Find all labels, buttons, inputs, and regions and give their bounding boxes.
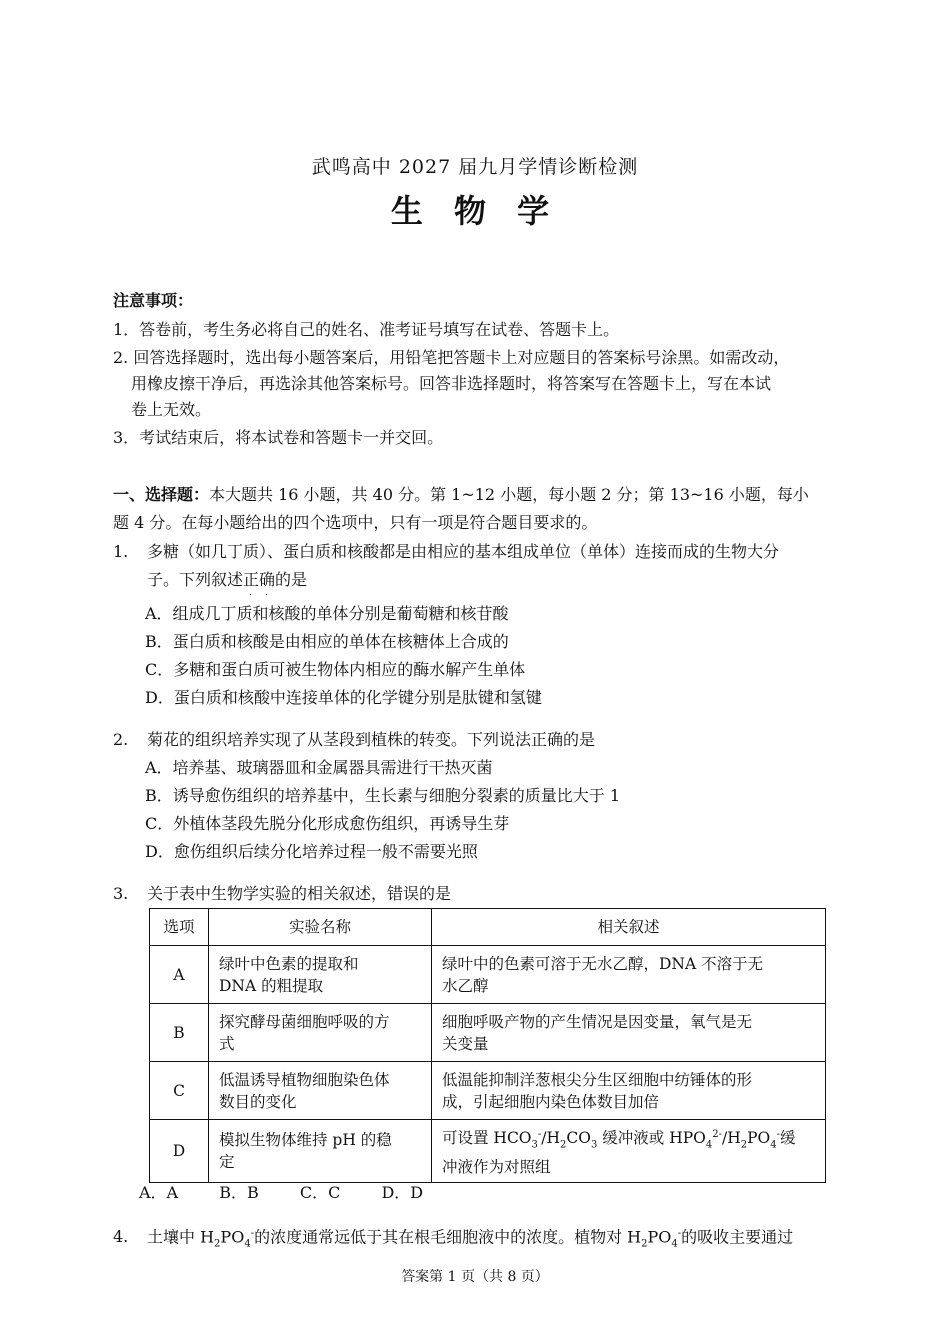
- stem-part: 的吸收主要通过: [681, 1227, 794, 1247]
- question-number: 3.: [113, 884, 129, 903]
- notes-heading: 注意事项：: [113, 291, 194, 310]
- emphasis-dot: ·: [265, 590, 269, 601]
- subject-title: 生 物 学: [390, 192, 560, 230]
- cell-text: /H: [722, 1129, 741, 1148]
- note-text: 2. 回答选择题时，选出每小题答案后，用铅笔把答题卡上对应题目的答案标号涂黑。如需改动，: [113, 348, 790, 367]
- cell-text: 式: [219, 1034, 235, 1053]
- cell-text: 绿叶中的色素可溶于无水乙醇，DNA 不溶于无: [442, 954, 764, 973]
- table-cell-option: D: [150, 1120, 209, 1183]
- emphasis-dot: ·: [249, 590, 253, 601]
- question-1: [113, 538, 873, 712]
- table-cell-option: C: [150, 1062, 209, 1120]
- option-d: D．愈伤组织后续分化培养过程一般不需要光照: [145, 842, 478, 861]
- table-cell-name: [209, 946, 432, 1004]
- question-stem: 多糖（如几丁质）、蛋白质和核酸都是由相应的基本组成单位（单体）连接而成的生物大分: [147, 542, 780, 561]
- notes-block: [113, 288, 873, 453]
- stem-part: 土壤中 H: [147, 1227, 215, 1247]
- cell-text: 绿叶中色素的提取和: [219, 954, 359, 973]
- stem-part: PO: [647, 1227, 672, 1247]
- cell-text: 定: [219, 1153, 235, 1172]
- cell-text: CO: [566, 1129, 591, 1148]
- section-label: 一、选择题：: [113, 485, 210, 504]
- table-row: [150, 1004, 826, 1062]
- table-cell-name: [209, 1120, 432, 1183]
- table-header: 实验名称: [209, 909, 432, 946]
- experiment-table: [149, 908, 826, 1183]
- table-header: 相关叙述: [432, 909, 826, 946]
- question-stem: 关于表中生物学实验的相关叙述，错误的是: [147, 884, 452, 903]
- note-item: [113, 425, 873, 451]
- cell-text: 探究酵母菌细胞呼吸的方: [219, 1012, 390, 1031]
- table-cell-option: A: [150, 946, 209, 1004]
- note-item: [113, 317, 873, 343]
- table-row: [150, 1062, 826, 1120]
- table-cell-option: B: [150, 1004, 209, 1062]
- table-row: [150, 1120, 826, 1183]
- question-number: 2.: [113, 730, 129, 749]
- question-4: 4. 土壤中 $H_2PO_4^-$的浓度通常远低于其在根毛细胞液中的浓度。植物对 $H_2PO_4^-$的吸收主要通过: [113, 1220, 873, 1259]
- option-c: C．外植体茎段先脱分化形成愈伤组织，再诱导生芽: [145, 814, 510, 833]
- note-text: 3．考试结束后，将本试卷和答题卡一并交回。: [113, 428, 444, 447]
- cell-text: 关变量: [442, 1034, 489, 1053]
- note-text-cont: 卷上无效。: [131, 400, 212, 419]
- cell-text: 模拟生物体维持 pH 的稳: [219, 1131, 392, 1150]
- cell-text: 细胞呼吸产物的产生情况是因变量，氧气是无: [442, 1012, 753, 1031]
- table-cell-name: [209, 1062, 432, 1120]
- cell-text: 缓冲液或 HPO: [597, 1129, 706, 1148]
- option-b: B．B: [219, 1183, 259, 1202]
- question-number: 1.: [113, 542, 129, 561]
- cell-text: 冲液作为对照组: [442, 1158, 551, 1177]
- option-d: D．D: [381, 1183, 424, 1202]
- option-a: A．组成几丁质和核酸的单体分别是葡萄糖和核苷酸: [145, 604, 509, 623]
- cell-text: 成，引起细胞内染色体数目加倍: [442, 1092, 660, 1111]
- question-2: [113, 726, 873, 866]
- option-b: B．诱导愈伤组织的培养基中，生长素与细胞分裂素的质量比大于 1: [145, 786, 621, 805]
- table-cell-desc: 可设置 $HCO_3^-/H_2CO_3$ 缓冲液或 $HPO_4^{2-}/H_2PO_4^-$缓 冲液作为对照组: [432, 1120, 826, 1183]
- note-item: [113, 345, 873, 423]
- table-cell-desc: [432, 1062, 826, 1120]
- option-d: D．蛋白质和核酸中连接单体的化学键分别是肽键和氢键: [145, 688, 542, 707]
- cell-text: DNA 的粗提取: [219, 976, 324, 995]
- cell-text: 可设置 HCO: [442, 1129, 532, 1148]
- cell-text: 数目的变化: [219, 1092, 297, 1111]
- question-3-options: [139, 1180, 459, 1203]
- question-3: [113, 880, 873, 908]
- section-text: 题 4 分。在每小题给出的四个选项中，只有一项是符合题目要求的。: [113, 513, 598, 532]
- table-header: 选项: [150, 909, 209, 946]
- cell-text: 缓: [780, 1129, 796, 1148]
- stem-part: 子。下列叙述: [147, 570, 244, 589]
- option-b: B．蛋白质和核酸是由相应的单体在核糖体上合成的: [145, 632, 509, 651]
- cell-text: 水乙醇: [442, 976, 489, 995]
- option-a: A．A: [139, 1183, 179, 1202]
- stem-part: 的浓度通常远低于其在根毛细胞液中的浓度。植物对 H: [254, 1227, 642, 1247]
- cell-text: 低温诱导植物细胞染色体: [219, 1070, 390, 1089]
- stem-part: 的是: [275, 570, 308, 589]
- emphasis-dots: [243, 570, 276, 601]
- option-c: C．C: [299, 1183, 341, 1202]
- cell-text: /H: [541, 1129, 561, 1148]
- note-text: 1．答卷前，考生务必将自己的姓名、准考证号填写在试卷、答题卡上。: [113, 320, 620, 339]
- table-cell-name: [209, 1004, 432, 1062]
- cell-text: 低温能抑制洋葱根尖分生区细胞中纺锤体的形: [442, 1070, 753, 1089]
- section-text: 本大题共 16 小题，共 40 分。第 1~12 小题，每小题 2 分；第 13~16 小题，每小: [209, 485, 809, 504]
- question-stem: 菊花的组织培养实现了从茎段到植株的转变。下列说法正确的是: [147, 730, 596, 749]
- stem-emphasis: 正确: [243, 570, 276, 589]
- table-cell-desc: [432, 946, 826, 1004]
- page-footer: 答案第 1 页（共 8 页）: [401, 1269, 549, 1285]
- option-a: A．培养基、玻璃器皿和金属器具需进行干热灭菌: [145, 758, 493, 777]
- note-text-cont: 用橡皮擦干净后，再选涂其他答案标号。回答非选择题时，将答案写在答题卡上，写在本试: [131, 374, 772, 393]
- exam-title: 武鸣高中 2027 届九月学情诊断检测: [311, 156, 639, 178]
- question-stem-cont: [113, 566, 873, 601]
- question-number: 4.: [113, 1227, 129, 1247]
- table-cell-desc: [432, 1004, 826, 1062]
- option-c: C．多糖和蛋白质可被生物体内相应的酶水解产生单体: [145, 660, 526, 679]
- cell-text: PO: [747, 1129, 771, 1148]
- table-header-row: [150, 909, 826, 946]
- table-row: [150, 946, 826, 1004]
- stem-part: PO: [220, 1227, 245, 1247]
- section-instructions: [113, 481, 873, 537]
